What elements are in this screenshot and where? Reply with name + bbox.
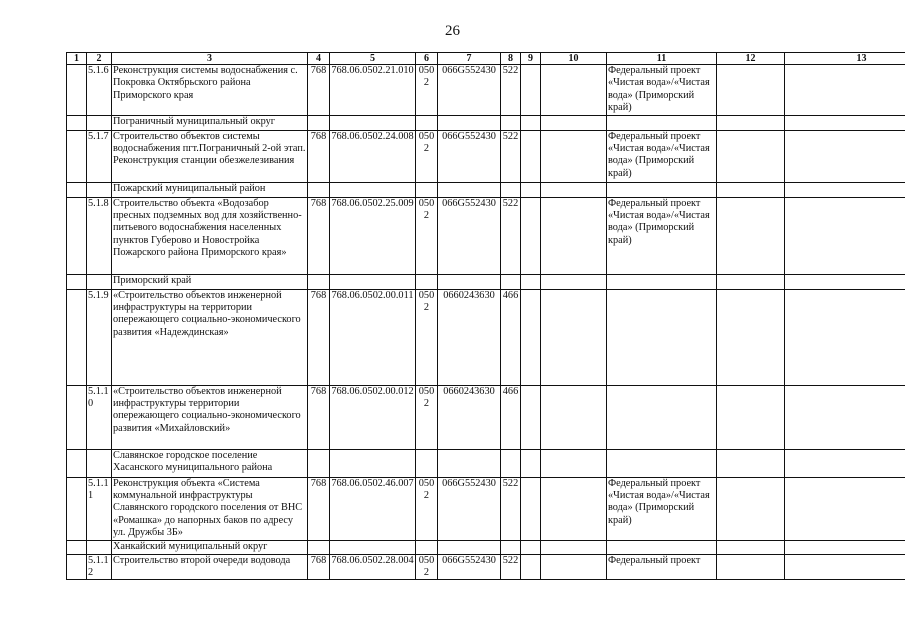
cell-col-7 — [438, 115, 501, 130]
cell-col-8: 466 — [501, 385, 521, 449]
item-name: «Строительство объектов инженерной инфраструктуры на территории опережающего социально-экономического развития «Надеждинская» — [112, 289, 308, 385]
row-col-2 — [87, 540, 112, 554]
column-header: 1 — [67, 53, 87, 65]
cell-col-9 — [521, 477, 541, 540]
cell-col-11 — [607, 289, 717, 385]
cell-col-6 — [416, 449, 438, 477]
cell-col-13 — [785, 274, 905, 289]
table-row — [67, 197, 905, 274]
cell-col-9 — [521, 274, 541, 289]
cell-col-11: Федеральный проект «Чистая вода»/«Чистая вода» (Приморский край) — [607, 197, 717, 274]
cell-col-4: 768 — [308, 289, 330, 385]
cell-col-10 — [541, 540, 607, 554]
cell-col-9 — [521, 182, 541, 197]
cell-col-9 — [521, 540, 541, 554]
cell-col-9 — [521, 130, 541, 182]
row-col-1 — [67, 540, 87, 554]
cell-col-4: 768 — [308, 554, 330, 580]
cell-col-7: 066G552430 — [438, 477, 501, 540]
cell-col-8: 522 — [501, 554, 521, 580]
cell-col-10 — [541, 197, 607, 274]
cell-col-13 — [785, 385, 905, 449]
table-header-row — [67, 53, 905, 65]
cell-col-13 — [785, 477, 905, 540]
section-name: Приморский край — [112, 274, 308, 289]
cell-col-11 — [607, 274, 717, 289]
item-name: «Строительство объектов инженерной инфраструктуры территории опережающего социально-экономического развития «Михайловский» — [112, 385, 308, 449]
row-col-1 — [67, 274, 87, 289]
cell-col-10 — [541, 115, 607, 130]
item-code: 5.1.11 — [87, 477, 112, 540]
cell-col-12 — [717, 197, 785, 274]
section-name: Пограничный муниципальный округ — [112, 115, 308, 130]
table-row — [67, 289, 905, 385]
cell-col-9 — [521, 385, 541, 449]
cell-col-8 — [501, 182, 521, 197]
item-name: Строительство второй очереди водовода — [112, 554, 308, 580]
section-name: Славянское городское поселение Хасанского муниципального района — [112, 449, 308, 477]
item-name: Реконструкция системы водоснабжения с. Покровка Октябрьского района Приморского края — [112, 65, 308, 116]
cell-col-5: 768.06.0502.00.012 — [330, 385, 416, 449]
cell-col-6 — [416, 540, 438, 554]
cell-col-9 — [521, 197, 541, 274]
cell-col-7 — [438, 540, 501, 554]
cell-col-13 — [785, 289, 905, 385]
cell-col-6 — [416, 182, 438, 197]
cell-col-4: 768 — [308, 130, 330, 182]
cell-col-7: 066G552430 — [438, 554, 501, 580]
item-code: 5.1.6 — [87, 65, 112, 116]
page-number: 26 — [445, 23, 460, 39]
cell-col-6: 0502 — [416, 385, 438, 449]
cell-col-4 — [308, 115, 330, 130]
cell-col-8: 522 — [501, 65, 521, 116]
table-row — [67, 130, 905, 182]
table-row — [67, 385, 905, 449]
cell-col-12 — [717, 182, 785, 197]
cell-col-13 — [785, 554, 905, 580]
cell-col-8: 522 — [501, 477, 521, 540]
cell-col-4: 768 — [308, 197, 330, 274]
cell-col-11: Федеральный проект «Чистая вода»/«Чистая вода» (Приморский край) — [607, 65, 717, 116]
cell-col-5: 768.06.0502.00.011 — [330, 289, 416, 385]
cell-col-5: 768.06.0502.24.008 — [330, 130, 416, 182]
cell-col-8 — [501, 540, 521, 554]
cell-col-4 — [308, 274, 330, 289]
cell-col-6: 0502 — [416, 289, 438, 385]
table-row — [67, 554, 905, 580]
cell-col-5 — [330, 274, 416, 289]
item-code: 5.1.9 — [87, 289, 112, 385]
cell-col-10 — [541, 274, 607, 289]
row-col-1 — [67, 197, 87, 274]
cell-col-4: 768 — [308, 65, 330, 116]
cell-col-7: 0660243630 — [438, 289, 501, 385]
cell-col-11 — [607, 115, 717, 130]
cell-col-7 — [438, 182, 501, 197]
cell-col-8: 522 — [501, 197, 521, 274]
cell-col-7: 066G552430 — [438, 197, 501, 274]
row-col-1 — [67, 65, 87, 116]
cell-col-6: 0502 — [416, 554, 438, 580]
cell-col-4 — [308, 449, 330, 477]
cell-col-8 — [501, 115, 521, 130]
cell-col-7 — [438, 274, 501, 289]
cell-col-10 — [541, 477, 607, 540]
cell-col-11 — [607, 540, 717, 554]
cell-col-12 — [717, 449, 785, 477]
row-col-1 — [67, 477, 87, 540]
cell-col-8: 522 — [501, 130, 521, 182]
cell-col-10 — [541, 385, 607, 449]
cell-col-5: 768.06.0502.46.007 — [330, 477, 416, 540]
cell-col-7: 066G552430 — [438, 65, 501, 116]
cell-col-12 — [717, 477, 785, 540]
row-col-1 — [67, 449, 87, 477]
row-col-2 — [87, 115, 112, 130]
cell-col-12 — [717, 385, 785, 449]
cell-col-8: 466 — [501, 289, 521, 385]
item-code: 5.1.10 — [87, 385, 112, 449]
item-name: Реконструкция объекта «Система коммунальной инфраструктуры Славянского городского поселения от ВНС «Ромашка» до напорных баков по адресу ул. Дружбы 3Б» — [112, 477, 308, 540]
row-col-2 — [87, 182, 112, 197]
section-name: Ханкайский муниципальный округ — [112, 540, 308, 554]
cell-col-6 — [416, 274, 438, 289]
column-header: 11 — [607, 53, 717, 65]
cell-col-5: 768.06.0502.25.009 — [330, 197, 416, 274]
item-name: Строительство объектов системы водоснабжения пгт.Пограничный 2-ой этап. Реконструкция станции обезжелезивания — [112, 130, 308, 182]
cell-col-4 — [308, 182, 330, 197]
cell-col-13 — [785, 449, 905, 477]
cell-col-11 — [607, 449, 717, 477]
cell-col-6: 0502 — [416, 130, 438, 182]
row-col-1 — [67, 289, 87, 385]
cell-col-4: 768 — [308, 385, 330, 449]
cell-col-9 — [521, 449, 541, 477]
item-code: 5.1.7 — [87, 130, 112, 182]
cell-col-11: Федеральный проект «Чистая вода»/«Чистая вода» (Приморский край) — [607, 130, 717, 182]
cell-col-5: 768.06.0502.28.004 — [330, 554, 416, 580]
column-header: 6 — [416, 53, 438, 65]
cell-col-12 — [717, 540, 785, 554]
column-header: 13 — [785, 53, 905, 65]
row-col-1 — [67, 385, 87, 449]
row-col-1 — [67, 182, 87, 197]
cell-col-12 — [717, 115, 785, 130]
table-row — [67, 65, 905, 116]
cell-col-13 — [785, 197, 905, 274]
cell-col-9 — [521, 65, 541, 116]
column-header: 7 — [438, 53, 501, 65]
cell-col-6 — [416, 115, 438, 130]
cell-col-12 — [717, 65, 785, 116]
cell-col-9 — [521, 554, 541, 580]
row-col-2 — [87, 274, 112, 289]
budget-table — [66, 52, 905, 580]
column-header: 8 — [501, 53, 521, 65]
cell-col-13 — [785, 182, 905, 197]
cell-col-5 — [330, 449, 416, 477]
cell-col-10 — [541, 289, 607, 385]
cell-col-4: 768 — [308, 477, 330, 540]
cell-col-10 — [541, 554, 607, 580]
row-col-1 — [67, 115, 87, 130]
cell-col-5 — [330, 182, 416, 197]
column-header: 10 — [541, 53, 607, 65]
column-header: 5 — [330, 53, 416, 65]
cell-col-13 — [785, 130, 905, 182]
cell-col-5 — [330, 115, 416, 130]
cell-col-6: 0502 — [416, 477, 438, 540]
cell-col-10 — [541, 130, 607, 182]
cell-col-4 — [308, 540, 330, 554]
cell-col-5: 768.06.0502.21.010 — [330, 65, 416, 116]
cell-col-11 — [607, 182, 717, 197]
cell-col-10 — [541, 182, 607, 197]
row-col-1 — [67, 130, 87, 182]
table-row — [67, 477, 905, 540]
column-header: 4 — [308, 53, 330, 65]
cell-col-6: 0502 — [416, 65, 438, 116]
column-header: 9 — [521, 53, 541, 65]
cell-col-12 — [717, 130, 785, 182]
cell-col-9 — [521, 289, 541, 385]
column-header: 2 — [87, 53, 112, 65]
cell-col-13 — [785, 65, 905, 116]
cell-col-10 — [541, 65, 607, 116]
cell-col-12 — [717, 289, 785, 385]
section-row — [67, 540, 905, 554]
cell-col-11: Федеральный проект — [607, 554, 717, 580]
column-header: 12 — [717, 53, 785, 65]
section-row — [67, 449, 905, 477]
cell-col-7: 066G552430 — [438, 130, 501, 182]
cell-col-7 — [438, 449, 501, 477]
cell-col-12 — [717, 554, 785, 580]
item-code: 5.1.8 — [87, 197, 112, 274]
row-col-1 — [67, 554, 87, 580]
cell-col-8 — [501, 274, 521, 289]
cell-col-7: 0660243630 — [438, 385, 501, 449]
cell-col-9 — [521, 115, 541, 130]
cell-col-5 — [330, 540, 416, 554]
item-code: 5.1.12 — [87, 554, 112, 580]
cell-col-13 — [785, 540, 905, 554]
cell-col-11 — [607, 385, 717, 449]
cell-col-12 — [717, 274, 785, 289]
cell-col-6: 0502 — [416, 197, 438, 274]
cell-col-8 — [501, 449, 521, 477]
section-row — [67, 274, 905, 289]
cell-col-13 — [785, 115, 905, 130]
item-name: Строительство объекта «Водозабор пресных подземных вод для хозяйственно-питьевого водоснабжения населенных пунктов Губерово и Новостройка Пожарского района Приморского края» — [112, 197, 308, 274]
cell-col-10 — [541, 449, 607, 477]
row-col-2 — [87, 449, 112, 477]
column-header: 3 — [112, 53, 308, 65]
section-row — [67, 115, 905, 130]
cell-col-11: Федеральный проект «Чистая вода»/«Чистая вода» (Приморский край) — [607, 477, 717, 540]
section-row — [67, 182, 905, 197]
section-name: Пожарский муниципальный район — [112, 182, 308, 197]
